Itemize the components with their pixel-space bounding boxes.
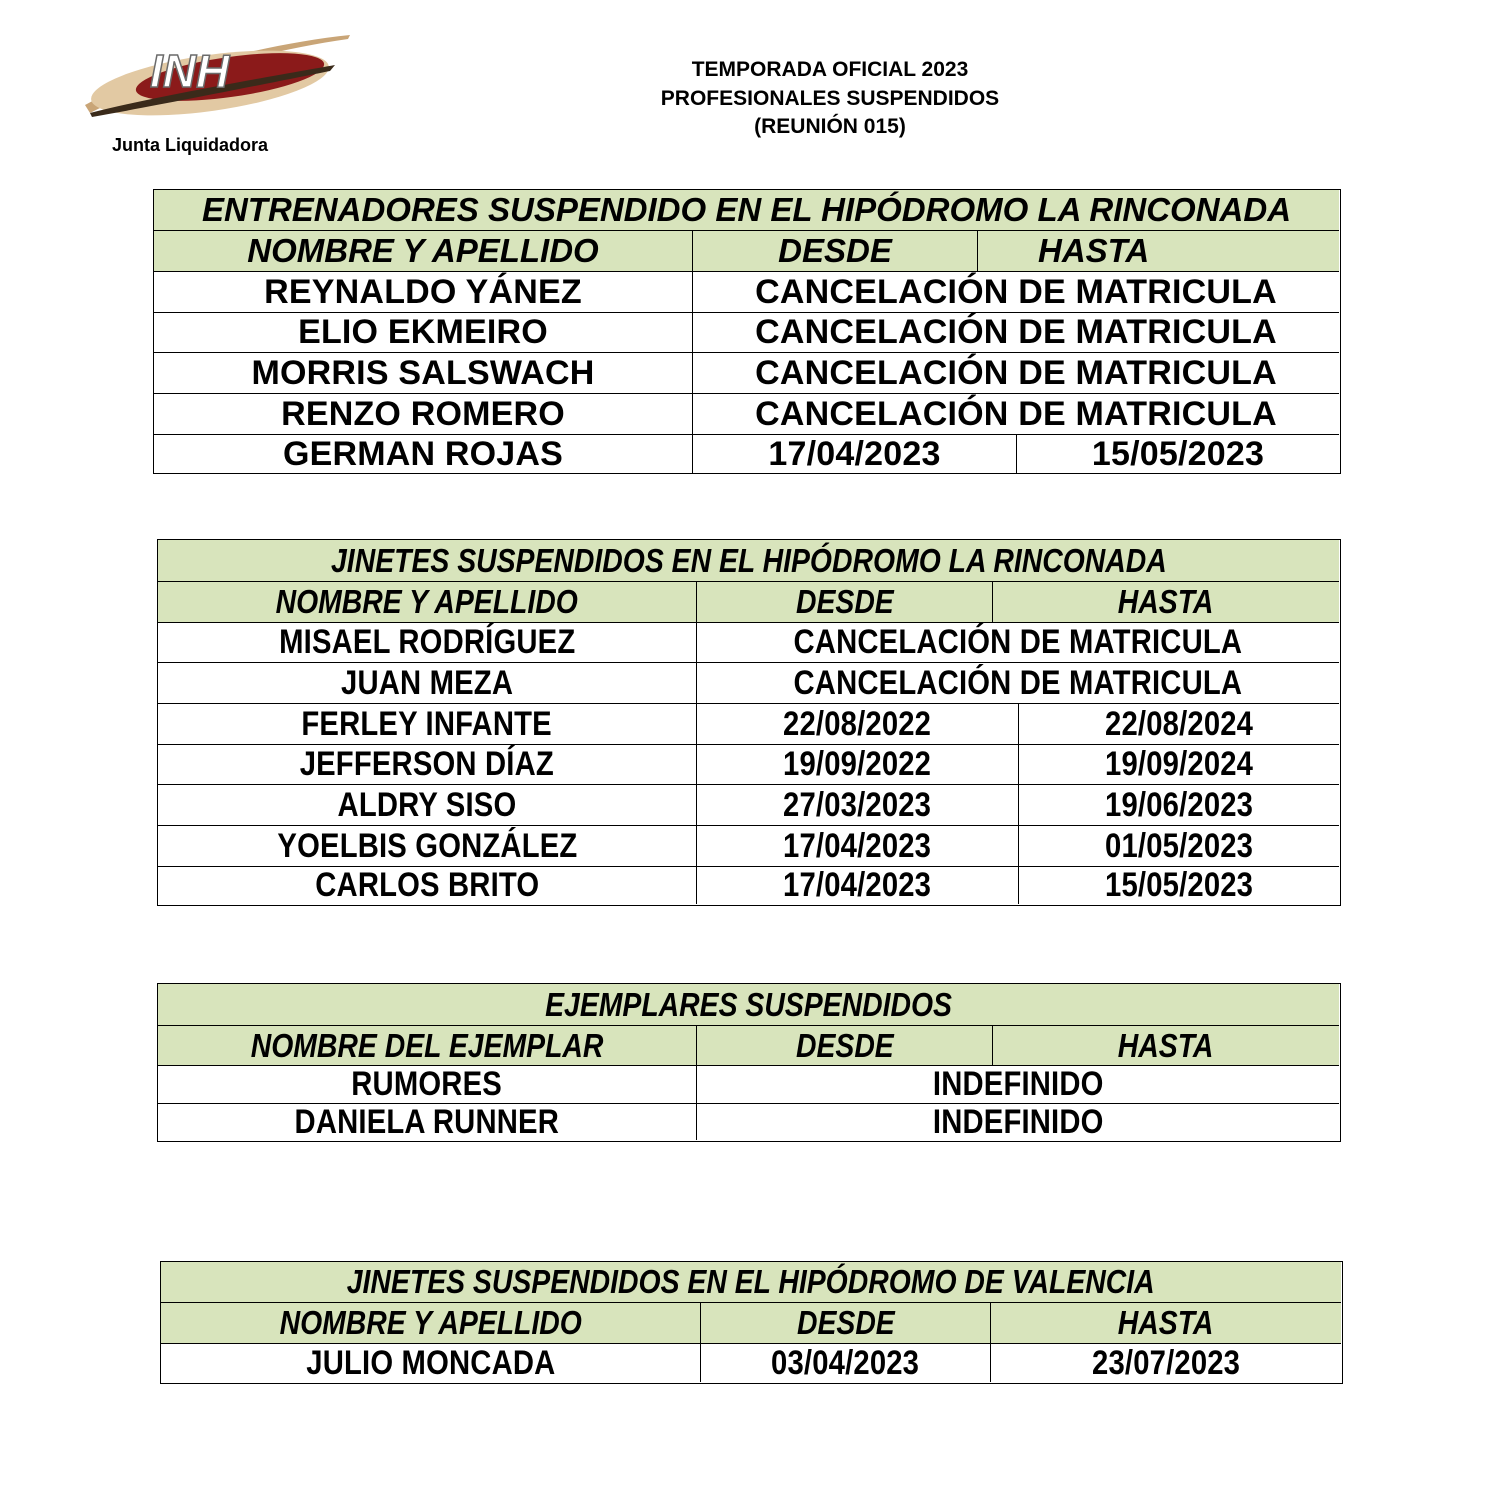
cell-desde-text: 17/04/2023 <box>783 826 932 865</box>
column-header-desde-text: DESDE <box>795 1026 894 1064</box>
cell-name <box>158 866 696 904</box>
cell-name <box>158 744 696 784</box>
cell-hasta <box>1018 866 1339 904</box>
cell-name-text: JULIO MONCADA <box>305 1343 556 1382</box>
cell-desde <box>696 784 1018 825</box>
cell-status: CANCELACIÓN DE MATRICULA <box>692 352 1339 393</box>
cell-desde <box>696 744 1018 784</box>
table-title <box>158 540 1339 581</box>
cell-name: ELIO EKMEIRO <box>154 312 692 352</box>
cell-name: MORRIS SALSWACH <box>154 352 692 393</box>
column-header-hasta-text: HASTA <box>1118 1026 1214 1064</box>
cell-desde <box>696 703 1018 744</box>
cell-status <box>696 1103 1339 1140</box>
table-title <box>161 1262 1341 1302</box>
column-header-name: NOMBRE Y APELLIDO <box>154 230 692 271</box>
cell-hasta <box>1018 784 1339 825</box>
cell-status-text: CANCELACIÓN DE MATRICULA <box>793 663 1243 702</box>
cell-name-text: FERLEY INFANTE <box>301 704 553 743</box>
table-horses-suspended <box>157 983 1341 1142</box>
cell-name-text: RUMORES <box>351 1065 503 1103</box>
cell-name-text: YOELBIS GONZÁLEZ <box>276 826 578 865</box>
title-line-meeting: (REUNIÓN 015) <box>754 115 906 138</box>
column-header-name-text: NOMBRE Y APELLIDO <box>275 583 579 620</box>
cell-name <box>158 1103 696 1140</box>
table-title-text: JINETES SUSPENDIDOS EN EL HIPÓDROMO DE VALENCIA <box>347 1263 1155 1300</box>
cell-desde-text: 03/04/2023 <box>771 1343 920 1382</box>
cell-hasta-text: 19/09/2024 <box>1104 745 1254 783</box>
cell-hasta <box>990 1343 1341 1382</box>
cell-name <box>158 825 696 866</box>
cell-hasta-text: 19/06/2023 <box>1104 785 1254 824</box>
column-header-desde: DESDE <box>692 230 977 271</box>
column-header-hasta: HASTA <box>977 230 1339 271</box>
cell-name-text: JUAN MEZA <box>340 663 514 702</box>
svg-text:INH: INH <box>150 45 230 97</box>
table-jockeys-rinconada <box>157 539 1341 906</box>
cell-name-text: ALDRY SISO <box>337 785 517 824</box>
cell-name-text: MISAEL RODRÍGUEZ <box>278 623 576 661</box>
column-header-hasta <box>992 581 1339 622</box>
cell-hasta-text: 23/07/2023 <box>1091 1343 1241 1382</box>
table-title <box>158 984 1339 1025</box>
title-line-season: TEMPORADA OFICIAL 2023 <box>691 58 969 81</box>
column-header-name <box>158 581 696 622</box>
table-title-text: EJEMPLARES SUSPENDIDOS <box>545 985 952 1023</box>
column-header-name-text: NOMBRE Y APELLIDO <box>279 1304 582 1341</box>
column-header-hasta-text: HASTA <box>1118 583 1214 620</box>
cell-hasta <box>1018 703 1339 744</box>
table-title: ENTRENADORES SUSPENDIDO EN EL HIPÓDROMO LA RINCONADA <box>154 190 1339 230</box>
column-header-desde-text: DESDE <box>796 1304 895 1341</box>
cell-status <box>696 1065 1339 1103</box>
cell-name <box>161 1343 700 1382</box>
cell-name: RENZO ROMERO <box>154 393 692 434</box>
cell-name: REYNALDO YÁNEZ <box>154 271 692 312</box>
cell-status: CANCELACIÓN DE MATRICULA <box>692 312 1339 352</box>
column-header-name <box>158 1025 696 1065</box>
cell-name-text: JEFFERSON DÍAZ <box>299 745 555 783</box>
cell-name <box>158 1065 696 1103</box>
cell-desde-text: 22/08/2022 <box>783 704 932 743</box>
document-title <box>580 56 1080 142</box>
title-line-subject: PROFESIONALES SUSPENDIDOS <box>660 86 1000 110</box>
table-trainers-rinconada <box>153 189 1341 474</box>
cell-status <box>696 662 1339 703</box>
cell-desde-text: 19/09/2022 <box>783 745 932 783</box>
cell-hasta: 15/05/2023 <box>1016 434 1339 473</box>
cell-hasta-text: 22/08/2024 <box>1104 704 1254 743</box>
column-header-desde-text: DESDE <box>795 583 894 620</box>
cell-desde <box>696 825 1018 866</box>
column-header-name-text: NOMBRE DEL EJEMPLAR <box>250 1026 604 1064</box>
column-header-name <box>161 1302 700 1343</box>
cell-name-text: CARLOS BRITO <box>314 866 540 904</box>
cell-status-text: INDEFINIDO <box>932 1065 1104 1103</box>
cell-name <box>158 703 696 744</box>
cell-desde: 17/04/2023 <box>692 434 1016 473</box>
column-header-hasta-text: HASTA <box>1118 1304 1214 1341</box>
cell-desde-text: 27/03/2023 <box>783 785 932 824</box>
table-title-text: JINETES SUSPENDIDOS EN EL HIPÓDROMO LA RINCONADA <box>330 541 1167 579</box>
table-jockeys-valencia <box>160 1261 1343 1384</box>
column-header-hasta <box>990 1302 1341 1343</box>
cell-status: CANCELACIÓN DE MATRICULA <box>692 393 1339 434</box>
cell-hasta-text: 15/05/2023 <box>1104 866 1254 904</box>
cell-status-text: CANCELACIÓN DE MATRICULA <box>793 623 1243 661</box>
cell-name <box>158 662 696 703</box>
cell-hasta-text: 01/05/2023 <box>1104 826 1254 865</box>
cell-name: GERMAN ROJAS <box>154 434 692 473</box>
cell-desde <box>696 866 1018 904</box>
cell-status-text: INDEFINIDO <box>932 1103 1104 1140</box>
cell-status <box>696 622 1339 662</box>
cell-hasta <box>1018 744 1339 784</box>
inh-logo <box>80 25 355 120</box>
cell-name <box>158 784 696 825</box>
cell-desde-text: 17/04/2023 <box>783 866 932 904</box>
cell-name-text: DANIELA RUNNER <box>294 1103 560 1140</box>
column-header-desde <box>696 1025 992 1065</box>
cell-desde <box>700 1343 990 1382</box>
logo-caption: Junta Liquidadora <box>112 135 269 155</box>
cell-status: CANCELACIÓN DE MATRICULA <box>692 271 1339 312</box>
inh-logo-icon <box>80 25 355 120</box>
column-header-hasta <box>992 1025 1339 1065</box>
cell-name <box>158 622 696 662</box>
column-header-desde <box>696 581 992 622</box>
column-header-desde <box>700 1302 990 1343</box>
cell-hasta <box>1018 825 1339 866</box>
